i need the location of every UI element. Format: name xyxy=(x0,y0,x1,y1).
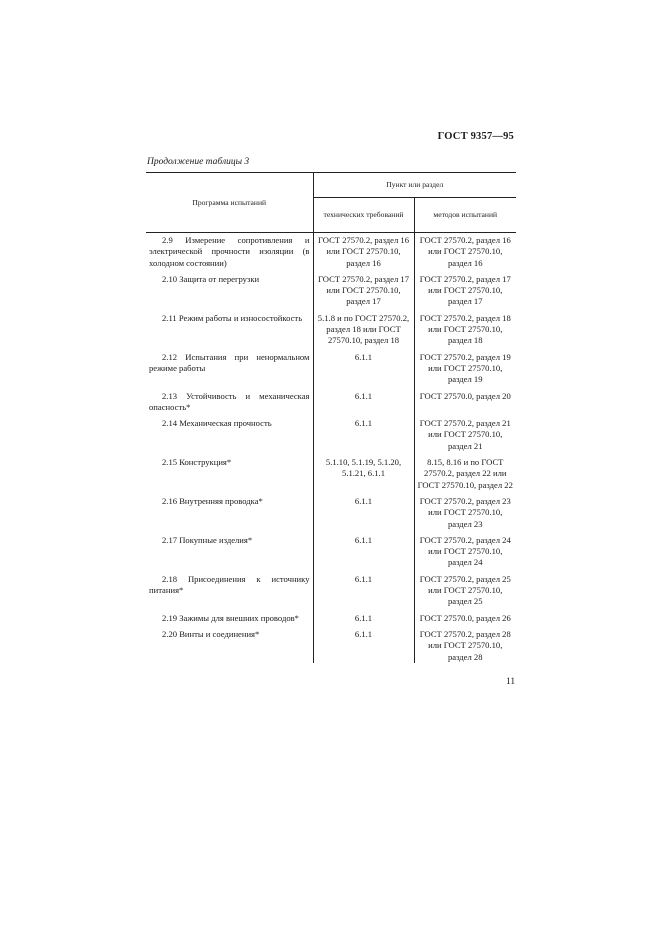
row-title: Устойчивость и механическая опасность* xyxy=(149,390,310,412)
row-number: 2.11 xyxy=(162,312,177,323)
table-row xyxy=(146,457,516,496)
table-row xyxy=(146,535,516,574)
table-row xyxy=(146,613,516,629)
header-requirements: технических требований xyxy=(313,198,414,233)
table-row xyxy=(146,352,516,391)
row-title: Режим работы и износостойкость xyxy=(178,312,303,323)
table-row xyxy=(146,629,516,663)
row-requirements: ГОСТ 27570.2, раздел 16 или ГОСТ 27570.10, раздел 16 xyxy=(313,233,414,274)
row-name xyxy=(146,233,313,274)
table-row xyxy=(146,391,516,419)
row-requirements: 5.1.8 и по ГОСТ 27570.2, раздел 18 или ГОСТ 27570.10, раздел 18 xyxy=(313,313,414,352)
row-name xyxy=(146,391,313,419)
row-requirements: 6.1.1 xyxy=(313,535,414,574)
row-requirements: 6.1.1 xyxy=(313,629,414,663)
row-methods: ГОСТ 27570.2, раздел 16 или ГОСТ 27570.10, раздел 16 xyxy=(419,235,511,268)
row-methods: ГОСТ 27570.2, раздел 25 или ГОСТ 27570.10, раздел 25 xyxy=(419,573,511,607)
row-methods: ГОСТ 27570.0, раздел 26 xyxy=(419,612,511,623)
row-title: Винты и соединения* xyxy=(179,628,260,639)
row-number: 2.17 xyxy=(162,534,178,545)
row-number: 2.19 xyxy=(162,612,178,623)
row-name xyxy=(146,274,313,313)
row-number: 2.20 xyxy=(162,628,178,639)
row-name xyxy=(146,457,313,496)
row-requirements: 6.1.1 xyxy=(313,496,414,535)
page-number: 11 xyxy=(506,677,516,687)
row-title: Присоединения к источнику питания* xyxy=(149,573,310,596)
row-methods: 8.15, 8.16 и по ГОСТ 27570.2, раздел 22 или ГОСТ 27570.10, раздел 22 xyxy=(417,457,513,490)
row-title: Защита от перегрузки xyxy=(179,273,260,284)
row-methods: ГОСТ 27570.2, раздел 28 или ГОСТ 27570.10, раздел 28 xyxy=(419,628,511,662)
row-requirements: 6.1.1 xyxy=(313,352,414,391)
row-name xyxy=(146,613,313,629)
row-methods: ГОСТ 27570.2, раздел 24 или ГОСТ 27570.10, раздел 24 xyxy=(419,534,511,568)
row-title: Зажимы для внешних проводов* xyxy=(179,612,299,623)
header-program: Программа испытаний xyxy=(146,173,313,233)
row-methods: ГОСТ 27570.2, раздел 21 или ГОСТ 27570.10, раздел 21 xyxy=(419,418,511,451)
row-title: Покупные изделия* xyxy=(179,534,253,545)
row-title: Внутренняя проводка* xyxy=(179,495,263,506)
table-caption: Продолжение таблицы 3 xyxy=(147,157,250,167)
row-requirements: ГОСТ 27570.2, раздел 17 или ГОСТ 27570.10, раздел 17 xyxy=(313,274,414,313)
header-clause: Пункт или раздел xyxy=(313,173,516,198)
row-requirements: 6.1.1 xyxy=(313,418,414,457)
row-methods: ГОСТ 27570.2, раздел 23 или ГОСТ 27570.10, раздел 23 xyxy=(419,495,511,529)
row-number: 2.13 xyxy=(162,390,178,401)
row-name xyxy=(146,496,313,535)
table-row xyxy=(146,274,516,313)
row-methods: ГОСТ 27570.0, раздел 20 xyxy=(419,390,511,401)
row-name xyxy=(146,574,313,613)
row-number: 2.16 xyxy=(162,495,178,506)
table-row xyxy=(146,313,516,352)
row-title: Измерение сопротивления и электрической прочности изоляции (в холодном состоянии) xyxy=(149,235,310,268)
standard-header: ГОСТ 9357—95 xyxy=(437,131,514,142)
row-number: 2.15 xyxy=(162,457,178,468)
row-name xyxy=(146,313,313,352)
row-number: 2.12 xyxy=(162,351,178,362)
row-methods: ГОСТ 27570.2, раздел 17 или ГОСТ 27570.10, раздел 17 xyxy=(419,273,511,307)
table-row xyxy=(146,233,516,274)
row-number: 2.10 xyxy=(162,273,178,284)
row-number: 2.18 xyxy=(162,573,178,584)
row-number: 2.14 xyxy=(162,418,178,429)
row-name xyxy=(146,352,313,391)
row-requirements: 6.1.1 xyxy=(313,613,414,629)
row-requirements: 6.1.1 xyxy=(313,574,414,613)
table-row xyxy=(146,418,516,457)
row-methods: ГОСТ 27570.2, раздел 18 или ГОСТ 27570.10, раздел 18 xyxy=(419,312,511,346)
row-requirements: 6.1.1 xyxy=(313,391,414,419)
header-methods: методов испытаний xyxy=(414,198,516,233)
row-number: 2.9 xyxy=(162,235,173,245)
test-program-table xyxy=(146,172,516,663)
row-name xyxy=(146,535,313,574)
row-methods: ГОСТ 27570.2, раздел 19 или ГОСТ 27570.10, раздел 19 xyxy=(419,351,511,385)
row-name xyxy=(146,629,313,663)
row-title: Конструкция* xyxy=(179,457,232,468)
row-name xyxy=(146,418,313,457)
row-requirements: 5.1.10, 5.1.19, 5.1.20, 5.1.21, 6.1.1 xyxy=(313,457,414,496)
table-row xyxy=(146,496,516,535)
row-title: Механическая прочность xyxy=(179,418,272,429)
table-row xyxy=(146,574,516,613)
row-title: Испытания при ненормальном режиме работы xyxy=(149,351,310,373)
